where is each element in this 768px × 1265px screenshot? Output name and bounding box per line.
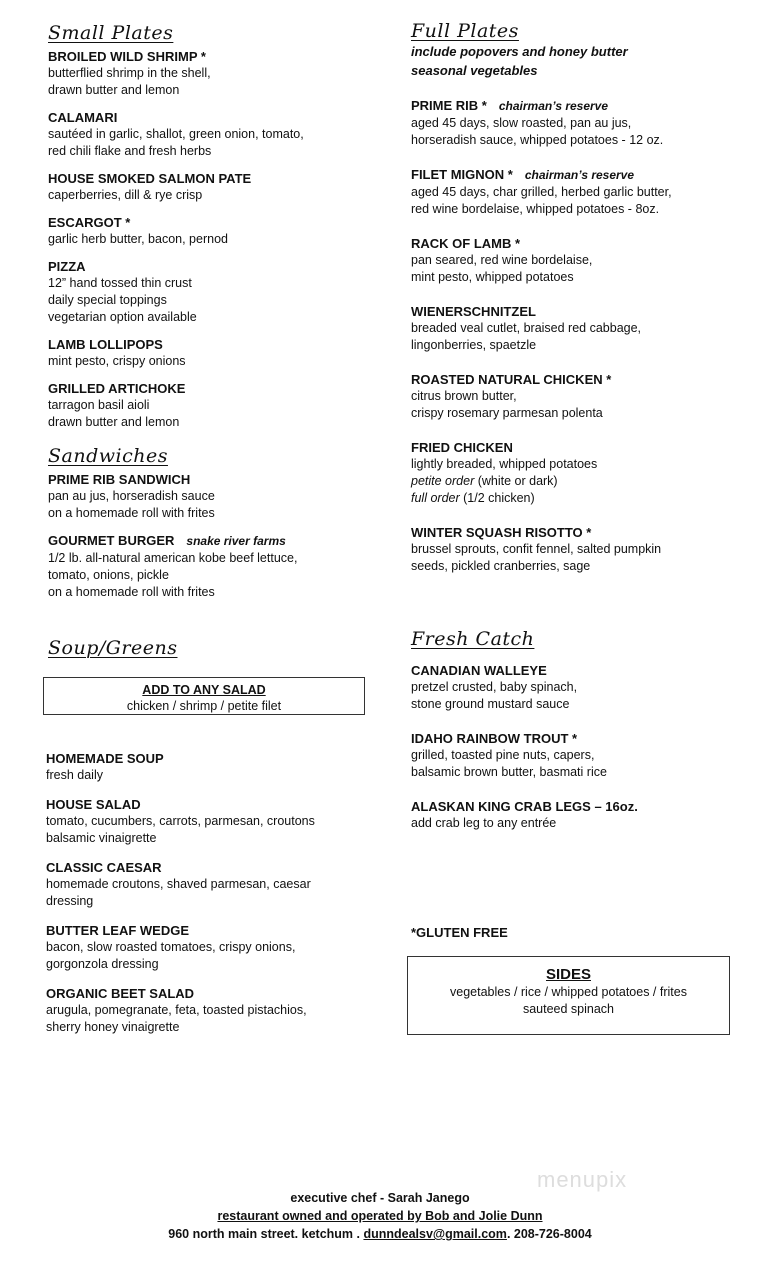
- menu-item-description: [411, 132, 751, 149]
- description-text: aged 45 days, slow roasted, pan au jus,: [411, 116, 632, 130]
- watermark-logo: menupix: [537, 1167, 628, 1192]
- menu-item-description: [411, 252, 751, 269]
- menu-item-name: [411, 303, 751, 320]
- item-name-text: HOUSE SALAD: [46, 797, 141, 812]
- menu-item: [48, 109, 378, 160]
- menu-item-description: [48, 353, 378, 370]
- email-link[interactable]: dunndealsv@gmail.com: [363, 1227, 507, 1241]
- menu-item-description: [48, 567, 378, 584]
- portion-label: full order: [411, 491, 460, 505]
- menu-item: [411, 371, 751, 422]
- menu-item-name: [46, 750, 376, 767]
- description-text: gorgonzola dressing: [46, 957, 159, 971]
- item-name-text: ROASTED NATURAL CHICKEN *: [411, 372, 612, 387]
- menu-item-name: [411, 439, 751, 456]
- menu-item-name: [48, 471, 378, 488]
- menu-item: [48, 380, 378, 431]
- menu-item: [411, 798, 751, 832]
- description-text: drawn butter and lemon: [48, 415, 180, 429]
- description-text: aged 45 days, char grilled, herbed garlic butter,: [411, 185, 672, 199]
- menu-item-name: [411, 166, 751, 184]
- menu-item-description: [48, 126, 378, 143]
- full-plates-section: [411, 20, 751, 592]
- menu-item-name: [46, 922, 376, 939]
- description-text: sautéed in garlic, shallot, green onion, tomato,: [48, 127, 304, 141]
- full-plates-subtitle: seasonal vegetables: [411, 63, 538, 78]
- description-text: daily special toppings: [48, 293, 167, 307]
- menu-item-description: [46, 956, 376, 973]
- menu-item-description: [48, 82, 378, 99]
- description-text: horseradish sauce, whipped potatoes - 12 oz.: [411, 133, 664, 147]
- menu-item-description: [48, 505, 378, 522]
- menu-item-name: [411, 730, 751, 747]
- menu-item-name: [48, 532, 378, 550]
- menu-item-description: [46, 893, 376, 910]
- menu-item-name: [48, 48, 378, 65]
- description-text: fresh daily: [46, 768, 103, 782]
- menu-item-name: [411, 662, 751, 679]
- item-name-text: CLASSIC CAESAR: [46, 860, 162, 875]
- menu-item: [46, 750, 376, 784]
- menu-item-description: [411, 456, 751, 473]
- add-to-salad-box: [43, 677, 365, 715]
- item-name-text: LAMB LOLLIPOPS: [48, 337, 163, 352]
- description-text: bacon, slow roasted tomatoes, crispy onions,: [46, 940, 296, 954]
- menu-item-description: [48, 143, 378, 160]
- description-text: tomato, cucumbers, carrots, parmesan, croutons: [46, 814, 315, 828]
- item-name-text: HOMEMADE SOUP: [46, 751, 164, 766]
- menu-item: [411, 97, 751, 149]
- portion-label: petite order: [411, 474, 475, 488]
- description-text: 12” hand tossed thin crust: [48, 276, 192, 290]
- menu-item-description: [46, 939, 376, 956]
- item-name-text: ALASKAN KING CRAB LEGS – 16oz.: [411, 799, 638, 814]
- address: 960 north main street. ketchum .: [168, 1227, 364, 1241]
- section-title: Fresh Catch: [411, 628, 535, 650]
- menu-item-name: [411, 524, 751, 541]
- item-name-text: PRIME RIB *: [411, 98, 487, 113]
- section-title: Soup/Greens: [48, 637, 178, 659]
- menu-item-tag: snake river farms: [186, 534, 286, 548]
- menu-item-description: [48, 414, 378, 431]
- executive-chef: executive chef - Sarah Janego: [290, 1191, 470, 1205]
- item-name-text: RACK OF LAMB *: [411, 236, 521, 251]
- item-name-text: PRIME RIB SANDWICH: [48, 472, 191, 487]
- gluten-free-note: *GLUTEN FREE: [411, 925, 508, 940]
- description-text: vegetarian option available: [48, 310, 197, 324]
- menu-item-description: [411, 490, 751, 507]
- description-text: crispy rosemary parmesan polenta: [411, 406, 603, 420]
- description-text: red wine bordelaise, whipped potatoes - 8oz.: [411, 202, 660, 216]
- menu-item-name: [48, 380, 378, 397]
- item-name-text: ORGANIC BEET SALAD: [46, 986, 195, 1001]
- menu-item-description: [48, 292, 378, 309]
- menu-item-description: [48, 187, 378, 204]
- description-text: tarragon basil aioli: [48, 398, 150, 412]
- menu-item-description: [411, 764, 751, 781]
- menu-item: [46, 796, 376, 847]
- menu-item-description: [46, 1019, 376, 1036]
- menu-item-name: [46, 859, 376, 876]
- description-text: brussel sprouts, confit fennel, salted pumpkin: [411, 542, 662, 556]
- description-text: pan au jus, horseradish sauce: [48, 489, 215, 503]
- menu-item: [46, 985, 376, 1036]
- item-name-text: CALAMARI: [48, 110, 118, 125]
- menu-item: [48, 48, 378, 99]
- item-name-text: FRIED CHICKEN: [411, 440, 513, 455]
- section-title: Full Plates: [411, 20, 519, 42]
- menu-item-name: [48, 170, 378, 187]
- item-name-text: WINTER SQUASH RISOTTO *: [411, 525, 592, 540]
- description-text: on a homemade roll with frites: [48, 506, 215, 520]
- menu-item-description: [48, 584, 378, 601]
- menu-item-name: [48, 336, 378, 353]
- description-text: add crab leg to any entrée: [411, 816, 557, 830]
- item-name-text: CANADIAN WALLEYE: [411, 663, 547, 678]
- description-text: balsamic vinaigrette: [46, 831, 157, 845]
- menu-item: [411, 524, 751, 575]
- menu-item-description: [48, 397, 378, 414]
- item-name-text: IDAHO RAINBOW TROUT *: [411, 731, 578, 746]
- small-plates-section: [48, 22, 378, 441]
- description-text: 1/2 lb. all-natural american kobe beef lettuce,: [48, 551, 298, 565]
- menu-item-description: [48, 488, 378, 505]
- phone: . 208-726-8004: [506, 1227, 592, 1241]
- description-text: pan seared, red wine bordelaise,: [411, 253, 593, 267]
- menu-item: [411, 235, 751, 286]
- menu-item: [46, 859, 376, 910]
- menu-item-description: [411, 815, 751, 832]
- soup-greens-items: [46, 750, 376, 1048]
- description-text: citrus brown butter,: [411, 389, 517, 403]
- description-text: grilled, toasted pine nuts, capers,: [411, 748, 595, 762]
- menu-item-description: [411, 201, 751, 218]
- menu-item: [411, 662, 751, 713]
- description-text: balsamic brown butter, basmati rice: [411, 765, 607, 779]
- menu-item-name: [46, 796, 376, 813]
- menu-item-name: [48, 214, 378, 231]
- description-text: seeds, pickled cranberries, sage: [411, 559, 591, 573]
- section-title: Small Plates: [48, 22, 174, 44]
- item-name-text: FILET MIGNON *: [411, 167, 513, 182]
- menu-item-description: [46, 767, 376, 784]
- description-text: breaded veal cutlet, braised red cabbage,: [411, 321, 642, 335]
- menu-item-description: [46, 876, 376, 893]
- description-text: tomato, onions, pickle: [48, 568, 169, 582]
- menu-item-description: [48, 309, 378, 326]
- sides-box: [407, 956, 730, 1035]
- menu-item-name: [411, 235, 751, 252]
- description-text: sherry honey vinaigrette: [46, 1020, 180, 1034]
- item-name-text: HOUSE SMOKED SALMON PATE: [48, 171, 252, 186]
- add-to-salad-heading: ADD TO ANY SALAD: [142, 683, 266, 697]
- description-text: garlic herb butter, bacon, pernod: [48, 232, 228, 246]
- menu-item: [48, 170, 378, 204]
- menu-item-description: [411, 541, 751, 558]
- owners: restaurant owned and operated by Bob and Jolie Dunn: [217, 1209, 543, 1223]
- menu-item-name: [48, 258, 378, 275]
- menu-item-description: [48, 65, 378, 82]
- menu-item: [48, 471, 378, 522]
- menu-item: [48, 336, 378, 370]
- description-text: on a homemade roll with frites: [48, 585, 215, 599]
- description-text: lingonberries, spaetzle: [411, 338, 537, 352]
- menu-item-description: [411, 473, 751, 490]
- menu-item-description: [411, 115, 751, 132]
- menu-item-description: [46, 1002, 376, 1019]
- menu-item-description: [411, 679, 751, 696]
- menu-item: [411, 166, 751, 218]
- menu-item-name: [411, 97, 751, 115]
- description-text: red chili flake and fresh herbs: [48, 144, 212, 158]
- description-text: pretzel crusted, baby spinach,: [411, 680, 578, 694]
- menu-item: [48, 258, 378, 326]
- fresh-catch-section: [411, 628, 751, 849]
- menu-item-name: [48, 109, 378, 126]
- description-text: drawn butter and lemon: [48, 83, 180, 97]
- menu-item: [411, 730, 751, 781]
- menu-item-description: [411, 184, 751, 201]
- description-text: stone ground mustard sauce: [411, 697, 570, 711]
- menu-item-description: [411, 337, 751, 354]
- menu-item-description: [411, 747, 751, 764]
- description-text: dressing: [46, 894, 94, 908]
- menu-item: [411, 439, 751, 507]
- item-name-text: WIENERSCHNITZEL: [411, 304, 536, 319]
- item-name-text: GOURMET BURGER: [48, 533, 175, 548]
- menu-item: [46, 922, 376, 973]
- menu-item-description: [411, 696, 751, 713]
- soup-greens-section: [48, 637, 378, 663]
- menu-item-description: [48, 231, 378, 248]
- menu-item-description: [411, 558, 751, 575]
- item-name-text: GRILLED ARTICHOKE: [48, 381, 186, 396]
- menu-item-description: [48, 550, 378, 567]
- menu-item: [48, 532, 378, 601]
- description-text: homemade croutons, shaved parmesan, caesar: [46, 877, 311, 891]
- description-text: caperberries, dill & rye crisp: [48, 188, 203, 202]
- section-title: Sandwiches: [48, 445, 168, 467]
- menu-item-description: [411, 405, 751, 422]
- footer: [0, 1189, 760, 1243]
- menu-item-description: [46, 813, 376, 830]
- menu-item-name: [46, 985, 376, 1002]
- description-text: (white or dark): [474, 474, 558, 488]
- description-text: (1/2 chicken): [459, 491, 535, 505]
- sides-heading: SIDES: [545, 966, 591, 983]
- contact-line: [0, 1225, 760, 1243]
- sides-line: sauteed spinach: [522, 1002, 615, 1016]
- item-name-text: ESCARGOT *: [48, 215, 131, 230]
- item-name-text: BROILED WILD SHRIMP *: [48, 49, 206, 64]
- description-text: butterflied shrimp in the shell,: [48, 66, 211, 80]
- menu-item-description: [48, 275, 378, 292]
- full-plates-subtitle: include popovers and honey butter: [411, 44, 628, 59]
- description-text: lightly breaded, whipped potatoes: [411, 457, 598, 471]
- menu-item-description: [411, 388, 751, 405]
- menu-item: [48, 214, 378, 248]
- menu-item: [411, 303, 751, 354]
- add-to-salad-options: chicken / shrimp / petite filet: [126, 699, 282, 713]
- sandwiches-section: [48, 445, 378, 611]
- description-text: mint pesto, whipped potatoes: [411, 270, 574, 284]
- menu-item-description: [411, 320, 751, 337]
- item-name-text: PIZZA: [48, 259, 86, 274]
- menu-item-tag: chairman’s reserve: [524, 168, 635, 182]
- menu-item-name: [411, 798, 751, 815]
- menu-item-name: [411, 371, 751, 388]
- sides-line: vegetables / rice / whipped potatoes / frites: [450, 985, 687, 999]
- description-text: arugula, pomegranate, feta, toasted pistachios,: [46, 1003, 307, 1017]
- menu-item-description: [46, 830, 376, 847]
- menu-item-tag: chairman’s reserve: [498, 99, 609, 113]
- menu-item-description: [411, 269, 751, 286]
- description-text: mint pesto, crispy onions: [48, 354, 186, 368]
- item-name-text: BUTTER LEAF WEDGE: [46, 923, 189, 938]
